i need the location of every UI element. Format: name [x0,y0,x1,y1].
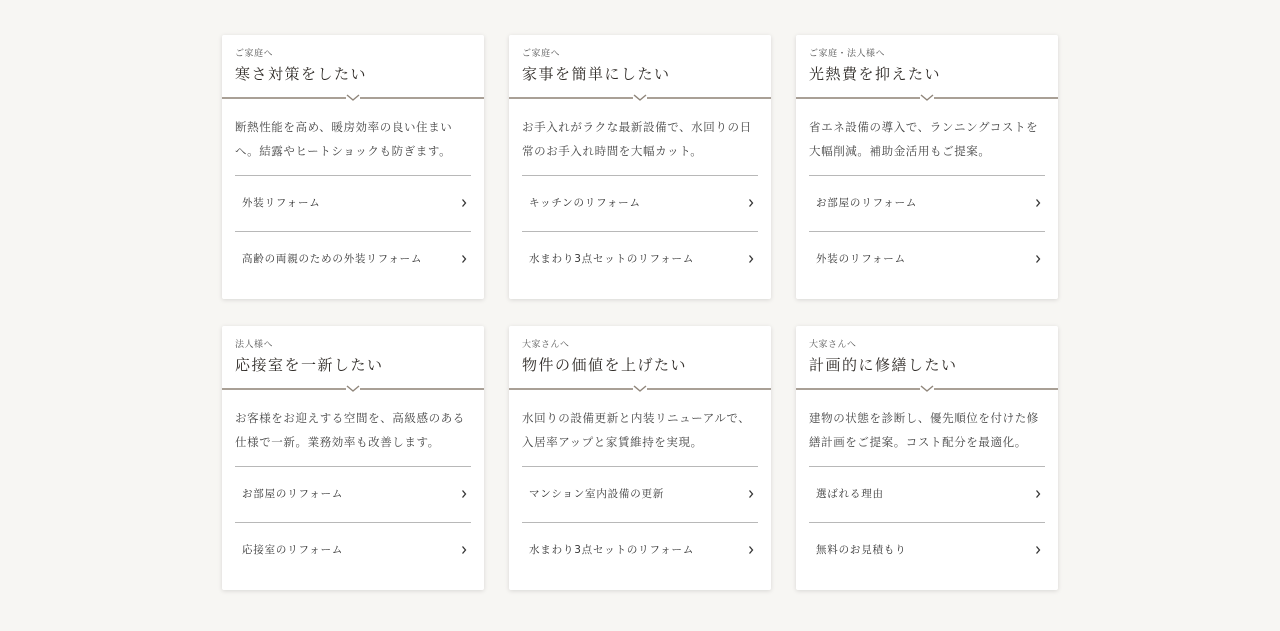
chevron-down-icon [920,384,934,393]
card-title: 物件の価値を上げたい [522,356,688,374]
link-label: お部屋のリフォーム [816,197,918,209]
chevron-right-icon [748,545,754,555]
link-label: 水まわり3点セットのリフォーム [529,544,695,556]
link-room-reform[interactable] [235,466,471,522]
chevron-down-icon [346,384,360,393]
card-reduce-utility-costs [796,35,1058,299]
chevron-down-icon [633,384,647,393]
chevron-down-icon [633,93,647,102]
chevron-right-icon [748,198,754,208]
chevron-down-icon [346,93,360,102]
card-subtitle: 大家さんへ [522,340,570,350]
card-easy-housework [509,35,771,299]
chevron-right-icon [461,489,467,499]
link-list [235,466,471,578]
card-header [796,35,1058,98]
card-renew-reception-room [222,326,484,590]
link-water-3set-reform[interactable] [522,522,758,578]
chevron-right-icon [461,545,467,555]
card-title: 応接室を一新したい [235,356,384,374]
chevron-right-icon [1035,198,1041,208]
chevron-down-icon [920,93,934,102]
card-description: 省エネ設備の導入で、ランニングコストを大幅削減。補助金活用もご提案。 [809,120,1039,158]
link-label: 無料のお見積もり [816,544,907,556]
chevron-right-icon [1035,489,1041,499]
link-list [522,175,758,287]
card-subtitle: 法人様へ [235,340,274,350]
card-raise-property-value [509,326,771,590]
card-title: 光熱費を抑えたい [809,65,942,83]
card-header [222,326,484,389]
chevron-right-icon [1035,545,1041,555]
card-header [796,326,1058,389]
card-description: お手入れがラクな最新設備で、水回りの日常のお手入れ時間を大幅カット。 [522,120,752,158]
card-title: 計画的に修繕したい [809,356,958,374]
link-water-3set-reform[interactable] [522,231,758,287]
card-subtitle: ご家庭へ [522,49,561,59]
link-list [809,175,1045,287]
card-title: 家事を簡単にしたい [522,65,671,83]
link-label: 外装のリフォーム [816,253,906,265]
link-reception-room-reform[interactable] [235,522,471,578]
link-exterior-reform[interactable] [809,231,1045,287]
link-label: 水まわり3点セットのリフォーム [529,253,695,265]
card-subtitle: ご家庭・法人様へ [809,49,886,59]
link-label: 選ばれる理由 [816,488,884,500]
link-elderly-exterior-reform[interactable] [235,231,471,287]
link-mansion-equipment-update[interactable] [522,466,758,522]
link-label: 応接室のリフォーム [242,544,344,556]
card-header [222,35,484,98]
card-header [509,35,771,98]
link-label: キッチンのリフォーム [529,197,641,209]
chevron-right-icon [1035,254,1041,264]
link-kitchen-reform[interactable] [522,175,758,231]
chevron-right-icon [461,254,467,264]
link-label: マンション室内設備の更新 [529,488,665,500]
chevron-right-icon [748,254,754,264]
card-header [509,326,771,389]
link-list [522,466,758,578]
link-label: お部屋のリフォーム [242,488,344,500]
chevron-right-icon [748,489,754,499]
link-label: 高齢の両親のための外装リフォーム [242,253,423,265]
card-grid [222,35,1058,590]
link-list [235,175,471,287]
card-description: 建物の状態を診断し、優先順位を付けた修繕計画をご提案。コスト配分を最適化。 [809,411,1039,449]
link-label: 外装リフォーム [242,197,321,209]
card-planned-repair [796,326,1058,590]
link-exterior-reform[interactable] [235,175,471,231]
card-description: 断熱性能を高め、暖房効率の良い住まいへ。結露やヒートショックも防ぎます。 [235,120,453,158]
link-reasons-chosen[interactable] [809,466,1045,522]
link-list [809,466,1045,578]
card-subtitle: ご家庭へ [235,49,274,59]
card-cold-protection [222,35,484,299]
card-title: 寒さ対策をしたい [235,65,368,83]
card-description: お客様をお迎えする空間を、高級感のある仕様で一新。業務効率も改善します。 [235,411,465,449]
card-subtitle: 大家さんへ [809,340,857,350]
card-description: 水回りの設備更新と内装リニューアルで、入居率アップと家賃維持を実現。 [522,411,751,449]
link-free-estimate[interactable] [809,522,1045,578]
link-room-reform[interactable] [809,175,1045,231]
chevron-right-icon [461,198,467,208]
